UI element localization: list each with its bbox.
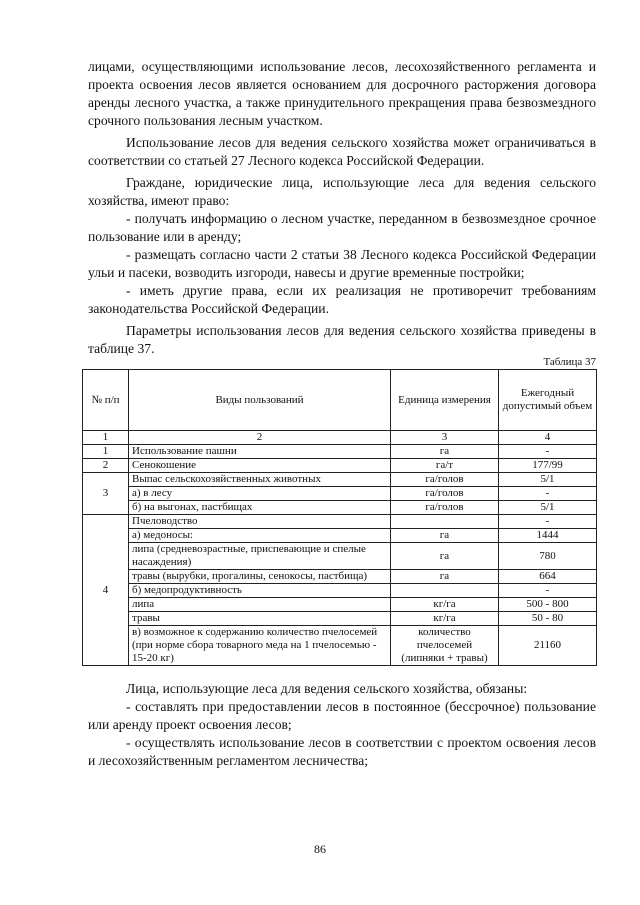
header-unit: Единица измерения xyxy=(391,370,499,431)
duties-bullet-2: - осуществлять использование лесов в соответствии с проектом освоения лесов и лесохозяйственным регламентом лесничества; xyxy=(88,735,596,768)
duties-bullet-1: - составлять при предоставлении лесов в постоянное (бессрочное) пользование или аренду проект освоения лесов; xyxy=(88,699,596,732)
column-number: 2 xyxy=(129,431,391,445)
parameters-table xyxy=(82,369,597,666)
row-name: Выпас сельскохозяйственных животных xyxy=(129,473,391,487)
row-volume: 1444 xyxy=(499,529,597,543)
row-name: в) возможное к содержанию количество пчелосемей (при норме сбора товарного меда на 1 пчелосемью - 15-20 кг) xyxy=(129,626,391,666)
row-volume: 5/1 xyxy=(499,473,597,487)
table-row xyxy=(83,501,597,515)
row-unit: количество пчелосемей (липняки + травы) xyxy=(391,626,499,666)
row-num: 3 xyxy=(83,473,129,515)
row-name: б) на выгонах, пастбищах xyxy=(129,501,391,515)
row-name: липа (средневозрастные, приспевающие и спелые насаждения) xyxy=(129,543,391,570)
row-num: 1 xyxy=(83,445,129,459)
row-volume: 500 - 800 xyxy=(499,598,597,612)
row-unit xyxy=(391,584,499,598)
row-volume: - xyxy=(499,445,597,459)
rights-bullet-3: - иметь другие права, если их реализация не противоречит требованиям законодательства Российской Федерации. xyxy=(88,283,596,316)
row-unit: га/голов xyxy=(391,473,499,487)
row-name: а) в лесу xyxy=(129,487,391,501)
row-name: б) медопродуктивность xyxy=(129,584,391,598)
intro-paragraph-4: Параметры использования лесов для ведения сельского хозяйства приведены в таблице 37. xyxy=(88,323,596,356)
intro-paragraph-1: лицами, осуществляющими использование лесов, лесохозяйственного регламента и проекта освоения лесов является основанием для досрочного расторжения договора аренды лесного участка, а также принудительного прекращения права безвозмездного срочного пользования лесным участком. xyxy=(88,59,596,128)
row-unit: га/голов xyxy=(391,487,499,501)
row-unit: га/т xyxy=(391,459,499,473)
column-number: 3 xyxy=(391,431,499,445)
row-volume: 21160 xyxy=(499,626,597,666)
row-name: липа xyxy=(129,598,391,612)
column-number: 4 xyxy=(499,431,597,445)
row-volume: 5/1 xyxy=(499,501,597,515)
row-name: травы xyxy=(129,612,391,626)
intro-paragraph-2: Использование лесов для ведения сельского хозяйства может ограничиваться в соответствии со статьей 27 Лесного кодекса Российской Федерации. xyxy=(88,135,596,168)
page-number: 86 xyxy=(314,842,326,856)
table-row xyxy=(83,598,597,612)
row-num: 4 xyxy=(83,515,129,666)
row-name: Сенокошение xyxy=(129,459,391,473)
row-unit: га xyxy=(391,445,499,459)
intro-paragraph-3: Граждане, юридические лица, использующие леса для ведения сельского хозяйства, имеют право: xyxy=(88,175,596,208)
row-name: Использование пашни xyxy=(129,445,391,459)
rights-bullet-1: - получать информацию о лесном участке, переданном в безвозмездное срочное пользование или в аренду; xyxy=(88,211,596,244)
row-unit: га xyxy=(391,570,499,584)
table-row xyxy=(83,570,597,584)
row-volume: - xyxy=(499,515,597,529)
row-volume: 780 xyxy=(499,543,597,570)
row-unit: га/голов xyxy=(391,501,499,515)
table-row xyxy=(83,515,597,529)
row-name: Пчеловодство xyxy=(129,515,391,529)
header-num: № п/п xyxy=(83,370,129,431)
row-volume: 177/99 xyxy=(499,459,597,473)
row-unit: кг/га xyxy=(391,612,499,626)
outro-paragraph-1: Лица, использующие леса для ведения сельского хозяйства, обязаны: xyxy=(126,681,528,696)
table-row xyxy=(83,626,597,666)
table-row xyxy=(83,487,597,501)
row-unit: га xyxy=(391,543,499,570)
row-volume: 664 xyxy=(499,570,597,584)
row-volume: - xyxy=(499,584,597,598)
header-type: Виды пользований xyxy=(129,370,391,431)
rights-bullet-2: - размещать согласно части 2 статьи 38 Лесного кодекса Российской Федерации ульи и пасеки, возводить изгороди, навесы и другие временные постройки; xyxy=(88,247,596,280)
row-unit: га xyxy=(391,529,499,543)
row-volume: - xyxy=(499,487,597,501)
table-row xyxy=(83,529,597,543)
row-name: травы (вырубки, прогалины, сенокосы, пастбища) xyxy=(129,570,391,584)
document-page xyxy=(88,58,596,770)
table-caption: Таблица 37 xyxy=(543,356,596,368)
row-unit xyxy=(391,515,499,529)
column-number: 1 xyxy=(83,431,129,445)
row-volume: 50 - 80 xyxy=(499,612,597,626)
header-volume: Ежегодный допустимый объем xyxy=(499,370,597,431)
row-num: 2 xyxy=(83,459,129,473)
table-row xyxy=(83,612,597,626)
table-row xyxy=(83,584,597,598)
table-row xyxy=(83,473,597,487)
table-row xyxy=(83,543,597,570)
table-header-row xyxy=(83,370,597,431)
table-row xyxy=(83,445,597,459)
table-row xyxy=(83,459,597,473)
row-name: а) медоносы: xyxy=(129,529,391,543)
column-number-row xyxy=(83,431,597,445)
row-unit: кг/га xyxy=(391,598,499,612)
